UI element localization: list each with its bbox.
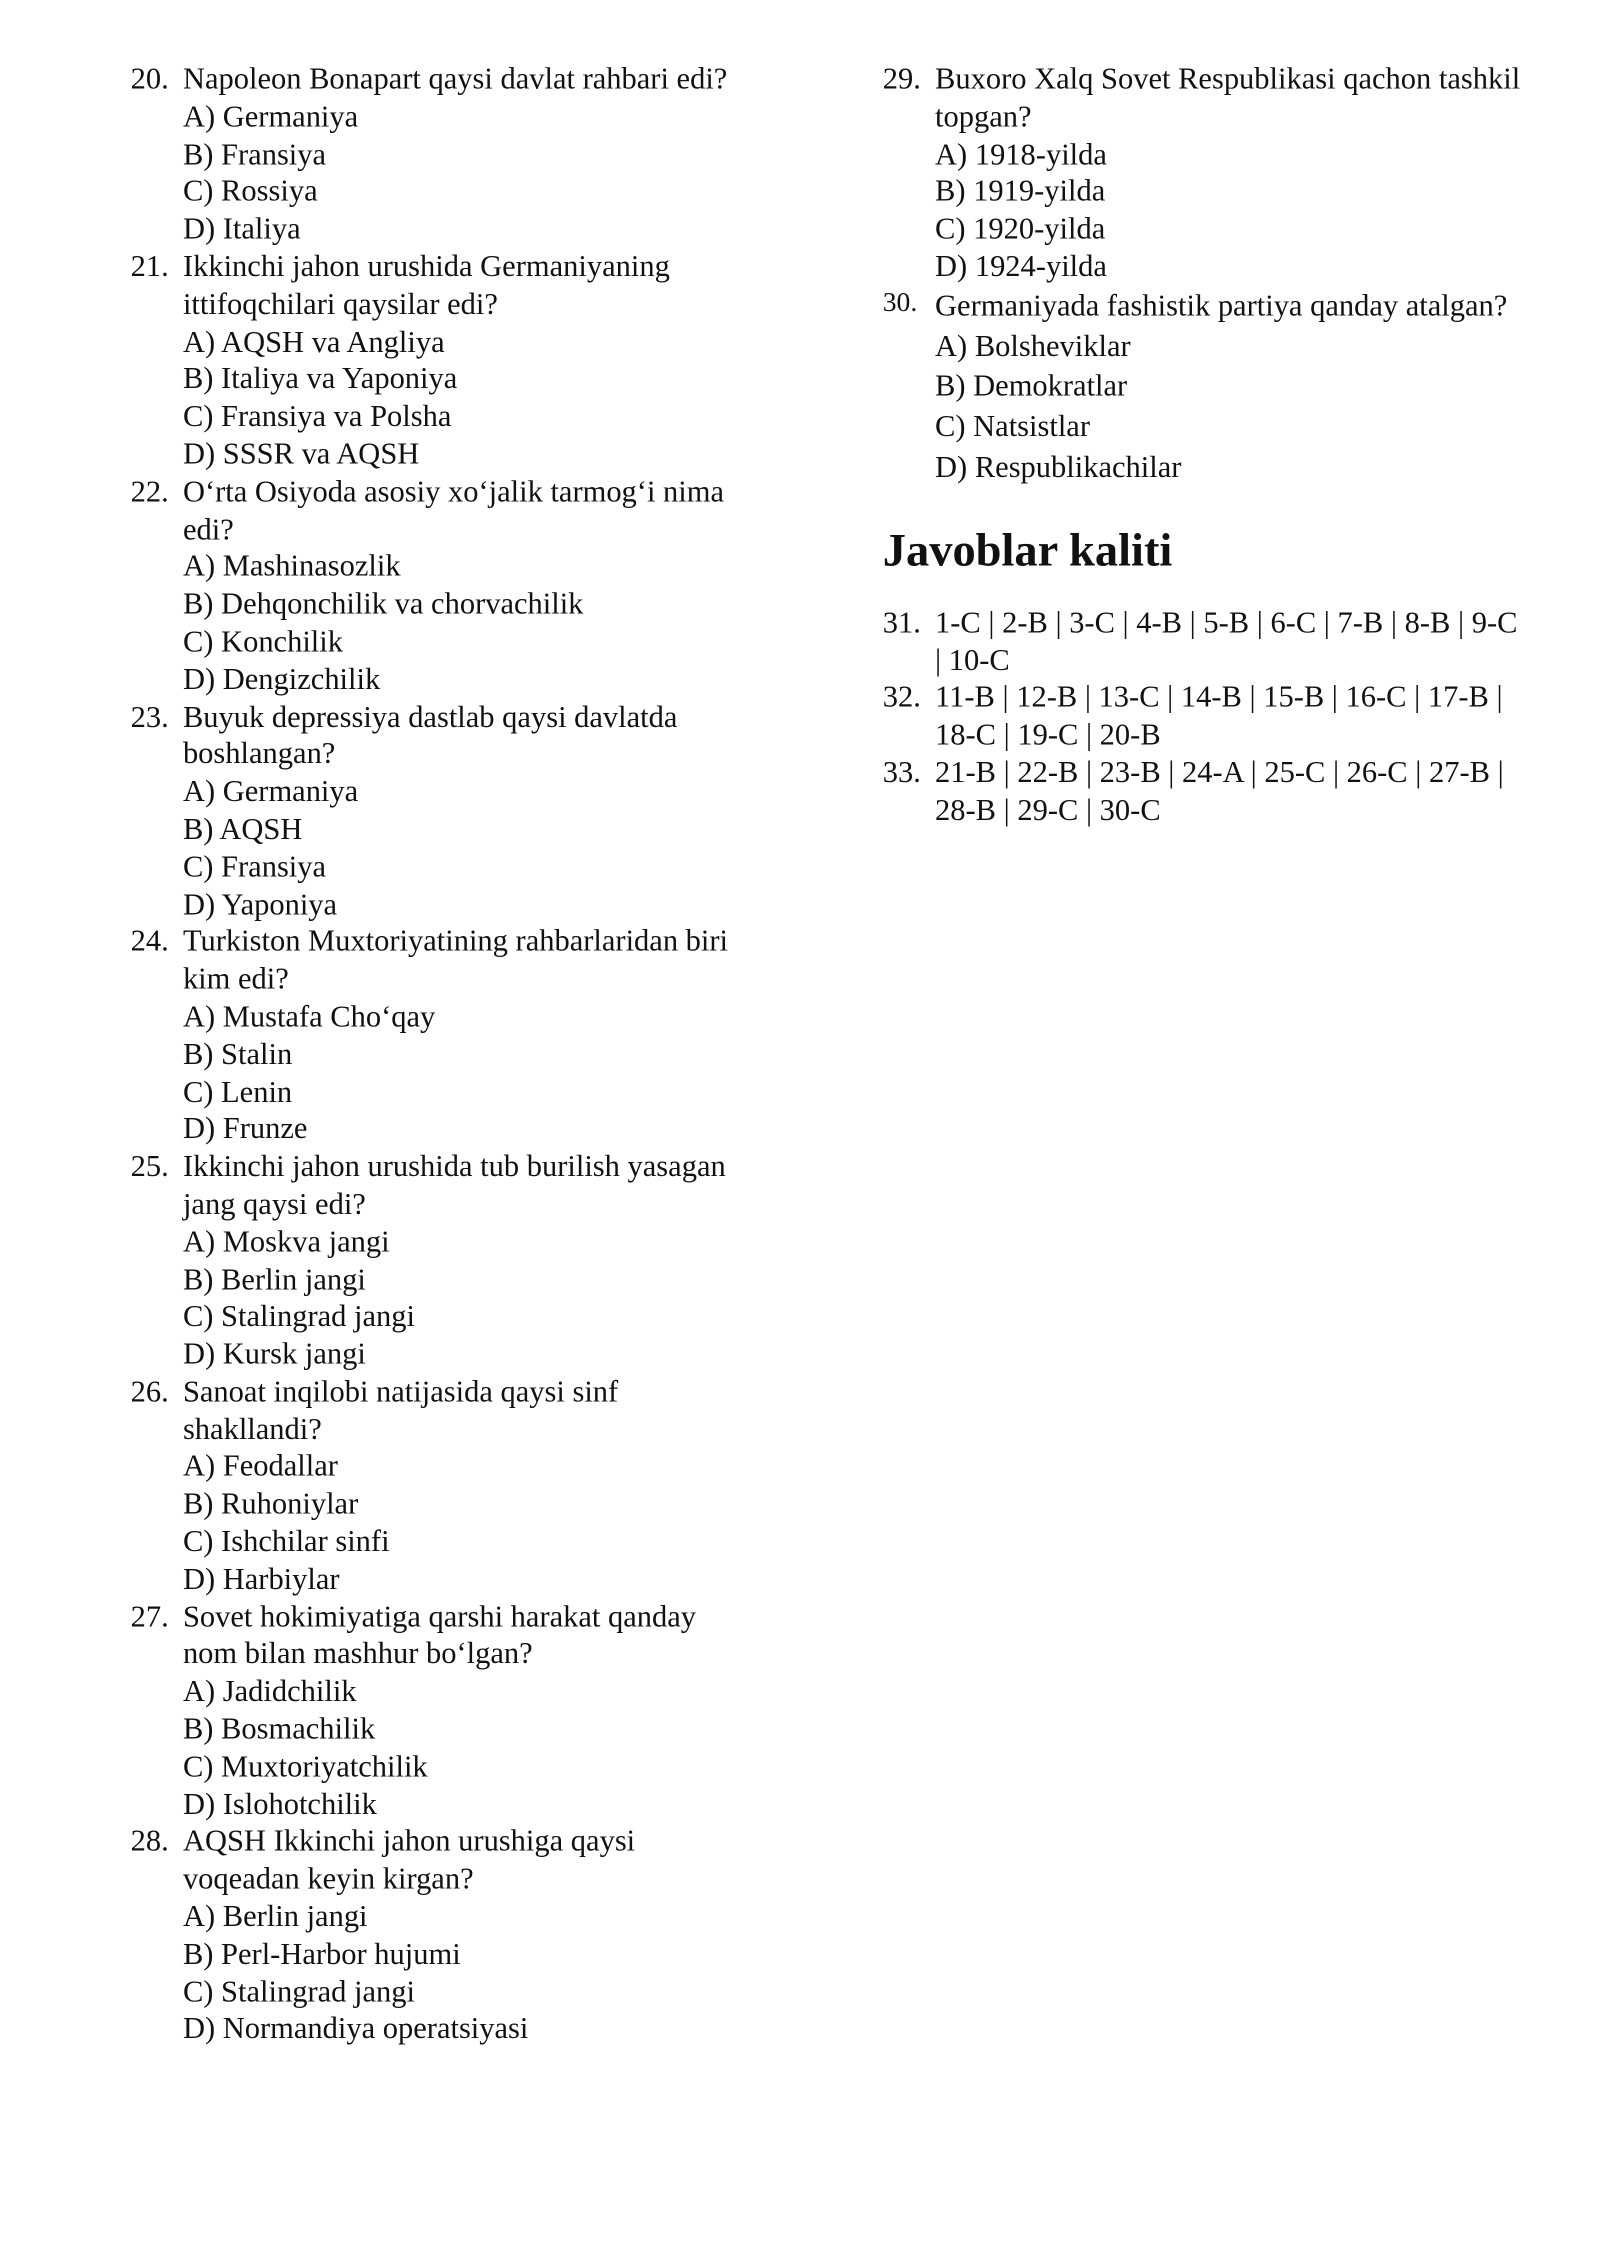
answer-key-text: 11-B | 12-B | 13-C | 14-B | 15-B | 16-C | 17-B | 18-C | 19-C | 20-B	[935, 679, 1503, 752]
question-number: 26.	[130, 1373, 169, 1409]
answer-option: C) Rossiya	[182, 173, 318, 209]
question-item	[131, 474, 755, 699]
question-item	[131, 1374, 755, 1599]
answer-option: A) Moskva jangi	[182, 1223, 390, 1259]
answer-option: A) 1918-yilda	[935, 136, 1107, 171]
question-text: Napoleon Bonapart qaysi davlat rahbari edi?	[182, 61, 728, 96]
question-text: Ikkinchi jahon urushida Germaniyaning ittifoqchilari qaysilar edi?	[182, 248, 670, 321]
answer-option: B) Perl-Harbor hujumi	[182, 1936, 461, 1971]
answer-option: A) Berlin jangi	[182, 1898, 368, 1934]
question-item	[131, 699, 755, 924]
answer-key-row	[883, 679, 1522, 754]
answer-option: C) 1920-yilda	[935, 211, 1106, 246]
answer-option: D) Dengizchilik	[182, 661, 381, 696]
answer-option: B) Ruhoniylar	[182, 1486, 359, 1521]
answer-option: D) Italiya	[182, 211, 301, 246]
answer-option: A) Germaniya	[182, 773, 359, 809]
question-number: 30.	[882, 287, 918, 319]
right-column	[883, 61, 1522, 829]
answer-key-row	[883, 604, 1522, 679]
answer-option: A) Bolsheviklar	[935, 327, 1131, 363]
question-item	[131, 1149, 755, 1374]
question-text: AQSH Ikkinchi jahon urushiga qaysi voqeadan keyin kirgan?	[182, 1823, 636, 1896]
answer-option: B) Fransiya	[182, 136, 327, 171]
answer-option: A) AQSH va Angliya	[182, 323, 445, 359]
question-text: Germaniyada fashistik partiya qanday atalgan?	[935, 287, 1508, 323]
answer-option: B) AQSH	[182, 811, 303, 846]
answer-option: B) Berlin jangi	[182, 1261, 366, 1296]
answer-option: D) 1924-yilda	[935, 248, 1107, 284]
answer-option: A) Feodallar	[182, 1448, 338, 1484]
answer-option: A) Mustafa Cho‘qay	[182, 998, 436, 1034]
answer-key-number: 33.	[882, 754, 921, 790]
answer-option: C) Fransiya va Polsha	[182, 398, 452, 434]
question-text: Buxoro Xalq Sovet Respublikasi qachon tashkil topgan?	[935, 61, 1521, 134]
question-text: Sanoat inqilobi natijasida qaysi sinf shakllandi?	[182, 1373, 619, 1446]
answer-option: D) Kursk jangi	[182, 1336, 366, 1371]
answer-option: D) Islohotchilik	[182, 1786, 377, 1821]
answer-option: C) Fransiya	[182, 848, 327, 884]
answer-option: A) Germaniya	[182, 98, 359, 134]
answer-option: D) Frunze	[182, 1111, 308, 1146]
question-text: Ikkinchi jahon urushida tub burilish yasagan jang qaysi edi?	[182, 1148, 726, 1221]
answer-option: B) Stalin	[182, 1036, 293, 1071]
answer-option: A) Mashinasozlik	[182, 548, 401, 584]
answer-option: A) Jadidchilik	[182, 1673, 357, 1709]
answer-option: C) Muxtoriyatchilik	[182, 1748, 428, 1784]
question-number: 27.	[130, 1598, 169, 1634]
answer-option: C) Ishchilar sinfi	[182, 1523, 390, 1559]
answer-option: C) Stalingrad jangi	[182, 1973, 415, 2009]
question-number: 29.	[882, 61, 921, 96]
answer-key-text: 1-C | 2-B | 3-C | 4-B | 5-B | 6-C | 7-B | 8-B | 9-C | 10-C	[935, 604, 1518, 677]
question-item	[883, 61, 1522, 286]
answer-key-heading: Javoblar kaliti	[882, 522, 1173, 576]
answer-option: D) Respublikachilar	[935, 449, 1182, 485]
question-item	[131, 1599, 755, 1824]
answer-option: C) Natsistlar	[935, 408, 1090, 444]
answer-option: B) Dehqonchilik va chorvachilik	[182, 586, 584, 621]
answer-key-text: 21-B | 22-B | 23-B | 24-A | 25-C | 26-C | 27-B | 28-B | 29-C | 30-C	[935, 754, 1504, 827]
answer-option: C) Lenin	[182, 1073, 293, 1109]
answer-key-row	[883, 754, 1522, 829]
answer-key-number: 32.	[882, 679, 921, 715]
question-item	[131, 1824, 755, 2049]
question-number: 24.	[130, 923, 169, 959]
question-text: Sovet hokimiyatiga qarshi harakat qanday nom bilan mashhur bo‘lgan?	[182, 1598, 697, 1671]
answer-option: D) Yaponiya	[182, 886, 338, 921]
left-column	[131, 61, 755, 2049]
answer-option: C) Stalingrad jangi	[182, 1298, 415, 1334]
question-text: Turkiston Muxtoriyatining rahbarlaridan biri kim edi?	[182, 923, 729, 996]
question-number: 23.	[130, 698, 169, 734]
answer-option: B) 1919-yilda	[935, 173, 1106, 209]
question-number: 21.	[130, 248, 169, 284]
answer-key-number: 31.	[882, 604, 921, 640]
answer-option: B) Demokratlar	[935, 368, 1128, 404]
answer-option: B) Bosmachilik	[182, 1711, 376, 1746]
answer-option: D) Harbiylar	[182, 1561, 340, 1596]
question-text: Buyuk depressiya dastlab qaysi davlatda boshlangan?	[182, 698, 678, 771]
answer-option: D) SSSR va AQSH	[182, 436, 420, 471]
question-item	[883, 286, 1522, 488]
answer-option: C) Konchilik	[182, 623, 344, 659]
question-number: 20.	[130, 61, 169, 96]
question-number: 22.	[130, 473, 169, 509]
question-item	[131, 249, 755, 474]
answer-option: B) Italiya va Yaponiya	[182, 361, 458, 396]
question-number: 25.	[130, 1148, 169, 1184]
answer-option: D) Normandiya operatsiyasi	[182, 2011, 529, 2046]
question-item	[131, 924, 755, 1149]
question-number: 28.	[130, 1823, 169, 1859]
question-text: O‘rta Osiyoda asosiy xo‘jalik tarmog‘i nima edi?	[182, 473, 725, 546]
question-item	[131, 61, 755, 249]
